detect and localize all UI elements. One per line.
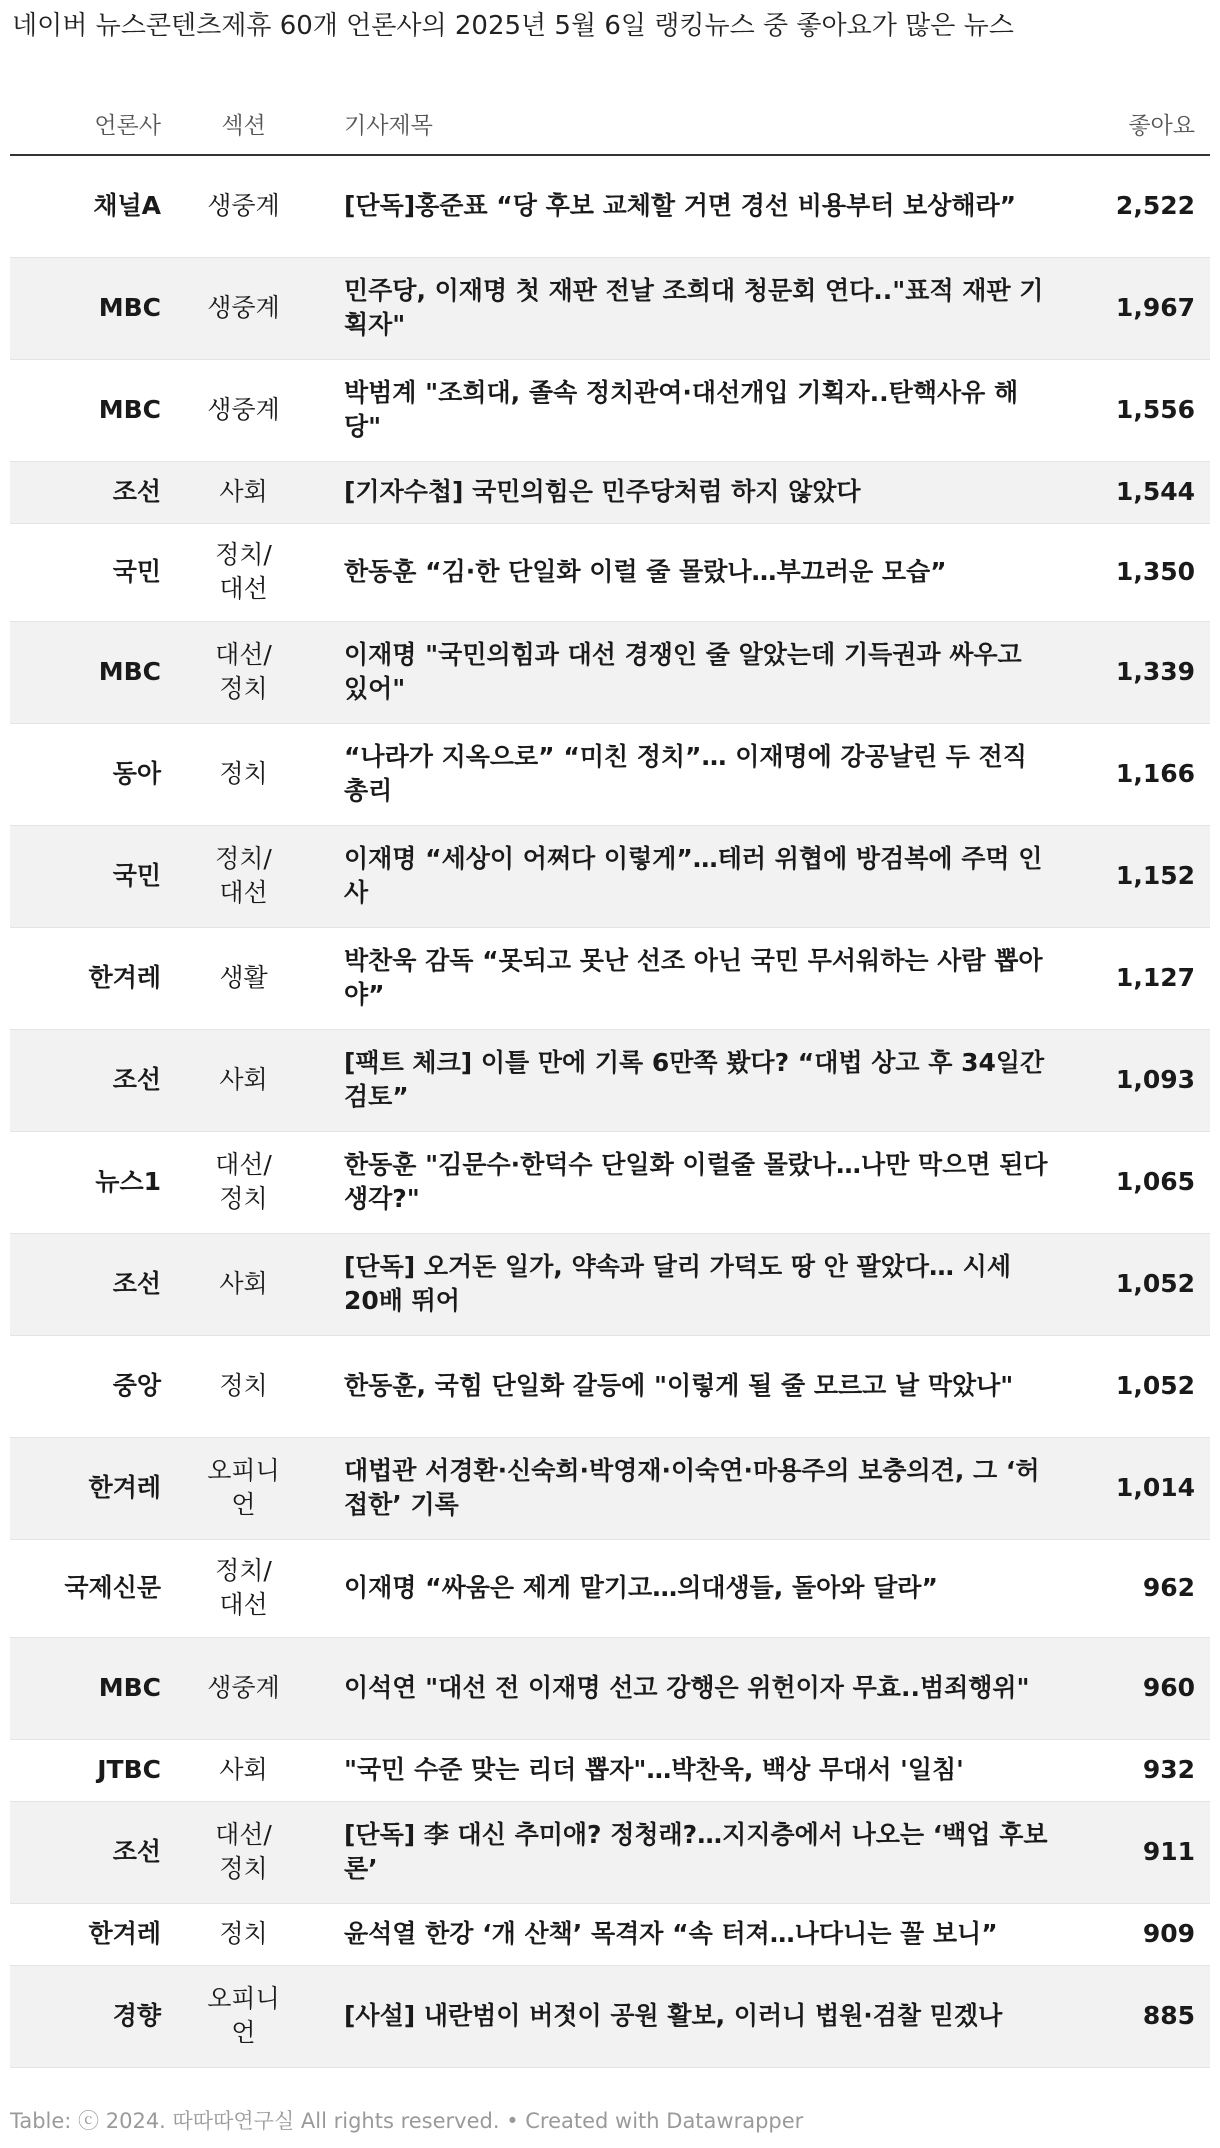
headline-cell: [단독] 李 대신 추미애? 정청래?…지지층에서 나오는 ‘백업 후보론’ [344, 1820, 1048, 1883]
headline-cell: 이석연 "대선 전 이재명 선고 강행은 위헌이자 무효..범죄행위" [344, 1673, 1030, 1702]
column-header-press[interactable]: 언론사 [10, 92, 176, 155]
likes-cell: 932 [1142, 1755, 1195, 1784]
section-cell: 대선/정치 [215, 1820, 272, 1883]
headline-cell: 이재명 “세상이 어쩌다 이렇게”…테러 위협에 방검복에 주먹 인사 [344, 844, 1043, 907]
table-row [10, 1637, 1210, 1739]
section-cell: 사회 [219, 477, 268, 506]
table-header [10, 92, 1210, 155]
section-cell: 사회 [219, 1269, 268, 1298]
likes-cell: 1,544 [1115, 477, 1195, 506]
section-cell: 사회 [219, 1755, 268, 1784]
likes-cell: 960 [1142, 1673, 1195, 1702]
headline-cell: 대법관 서경환·신숙희·박영재·이숙연·마용주의 보충의견, 그 ‘허접한’ 기록 [344, 1456, 1040, 1519]
headline-cell: 이재명 "국민의힘과 대선 경쟁인 줄 알았는데 기득권과 싸우고 있어" [344, 640, 1022, 703]
likes-cell: 1,052 [1115, 1269, 1195, 1298]
press-cell: 국민 [112, 861, 161, 890]
headline-cell: 박범계 "조희대, 졸속 정치관여·대선개입 기획자..탄핵사유 해당" [344, 378, 1019, 441]
table-row [10, 1029, 1210, 1131]
table-row [10, 1437, 1210, 1539]
column-header-likes[interactable]: 좋아요 [1060, 92, 1210, 155]
table-row [10, 825, 1210, 927]
section-cell: 정치/대선 [215, 1556, 272, 1619]
table-row [10, 1903, 1210, 1965]
press-cell: MBC [98, 293, 161, 322]
press-cell: 한겨레 [88, 1919, 161, 1948]
table-row [10, 1801, 1210, 1903]
headline-cell: 이재명 “싸움은 제게 맡기고…의대생들, 돌아와 달라” [344, 1573, 938, 1602]
table-title: 네이버 뉴스콘텐츠제휴 60개 언론사의 2025년 5월 6일 랭킹뉴스 중 좋아요가 많은 뉴스 [12, 11, 1014, 41]
headline-cell: [팩트 체크] 이틀 만에 기록 6만쪽 봤다? “대법 상고 후 34일간 검토” [344, 1048, 1045, 1111]
press-cell: 조선 [112, 1269, 161, 1298]
table-row [10, 1965, 1210, 2067]
press-cell: 국제신문 [64, 1573, 161, 1602]
press-cell: 뉴스1 [95, 1167, 161, 1196]
section-cell: 정치 [219, 759, 268, 788]
news-table [10, 92, 1210, 2068]
press-cell: MBC [98, 1673, 161, 1702]
press-cell: 조선 [112, 477, 161, 506]
likes-cell: 1,065 [1115, 1167, 1195, 1196]
table-row [10, 723, 1210, 825]
press-cell: JTBC [97, 1755, 161, 1784]
section-cell: 대선/정치 [215, 1150, 272, 1213]
section-cell: 생중계 [207, 1673, 280, 1702]
table-row [10, 927, 1210, 1029]
likes-cell: 962 [1142, 1573, 1195, 1602]
table-row [10, 1335, 1210, 1437]
table-row [10, 1233, 1210, 1335]
press-cell: 경향 [112, 2001, 161, 2030]
likes-cell: 1,093 [1115, 1065, 1195, 1094]
section-cell: 정치 [219, 1371, 268, 1400]
table-row [10, 1539, 1210, 1637]
headline-cell: 민주당, 이재명 첫 재판 전날 조희대 청문회 연다.."표적 재판 기획자" [344, 276, 1044, 339]
table-footer: Table: ⓒ 2024. 따따따연구실 All rights reserved. • Created with Datawrapper [10, 2109, 804, 2133]
table-row [10, 1131, 1210, 1233]
likes-cell: 1,556 [1115, 395, 1195, 424]
header-row [10, 92, 1210, 155]
likes-cell: 1,127 [1115, 963, 1195, 992]
table-row [10, 1739, 1210, 1801]
section-cell: 생중계 [207, 191, 280, 221]
press-cell: 한겨레 [88, 1473, 161, 1502]
table-row [10, 257, 1210, 359]
press-cell: 채널A [93, 191, 161, 221]
headline-cell: [사설] 내란범이 버젓이 공원 활보, 이러니 법원·검찰 믿겠나 [344, 2001, 1003, 2030]
section-cell: 정치/대선 [215, 540, 272, 603]
headline-cell: "국민 수준 맞는 리더 뽑자"…박찬욱, 백상 무대서 '일침' [344, 1755, 964, 1784]
press-cell: 한겨레 [88, 963, 161, 992]
likes-cell: 1,166 [1115, 759, 1195, 788]
table-row [10, 461, 1210, 523]
section-cell: 생중계 [207, 395, 280, 424]
headline-cell: 박찬욱 감독 “못되고 못난 선조 아닌 국민 무서워하는 사람 뽑아야” [344, 946, 1043, 1009]
section-cell: 사회 [219, 1065, 268, 1094]
table-row [10, 359, 1210, 461]
headline-cell: [단독] 오거돈 일가, 약속과 달리 가덕도 땅 안 팔았다… 시세 20배 뛰어 [344, 1252, 1011, 1315]
likes-cell: 909 [1142, 1919, 1195, 1948]
section-cell: 생중계 [207, 293, 280, 322]
press-cell: 동아 [112, 759, 161, 788]
column-header-headline[interactable]: 기사제목 [311, 92, 1060, 155]
section-cell: 정치/대선 [215, 844, 272, 907]
headline-cell: [기자수첩] 국민의힘은 민주당처럼 하지 않았다 [344, 477, 861, 506]
headline-cell: 한동훈, 국힘 단일화 갈등에 "이렇게 될 줄 모르고 날 막았나" [344, 1371, 1014, 1400]
likes-cell: 911 [1142, 1837, 1195, 1866]
likes-cell: 1,339 [1115, 657, 1195, 686]
table-body [10, 155, 1210, 2067]
section-cell: 오피니언 [207, 1456, 280, 1519]
press-cell: MBC [98, 395, 161, 424]
likes-cell: 1,967 [1115, 293, 1195, 322]
likes-cell: 1,052 [1115, 1371, 1195, 1400]
table-row [10, 155, 1210, 257]
likes-cell: 885 [1142, 2001, 1195, 2030]
headline-cell: [단독]홍준표 “당 후보 교체할 거면 경선 비용부터 보상해라” [344, 191, 1017, 221]
likes-cell: 1,350 [1115, 557, 1195, 586]
section-cell: 오피니언 [207, 1984, 280, 2047]
section-cell: 대선/정치 [215, 640, 272, 703]
press-cell: 국민 [112, 557, 161, 586]
section-cell: 정치 [219, 1919, 268, 1948]
table-row [10, 523, 1210, 621]
headline-cell: 한동훈 “김·한 단일화 이럴 줄 몰랐나…부끄러운 모습” [344, 557, 947, 586]
press-cell: MBC [98, 657, 161, 686]
likes-cell: 2,522 [1115, 191, 1195, 221]
press-cell: 조선 [112, 1837, 161, 1866]
headline-cell: 한동훈 "김문수·한덕수 단일화 이럴줄 몰랐나…나만 막으면 된다 생각?" [344, 1150, 1048, 1213]
likes-cell: 1,152 [1115, 861, 1195, 890]
column-header-section[interactable]: 섹션 [176, 92, 311, 155]
headline-cell: 윤석열 한강 ‘개 산책’ 목격자 “속 터져…나다니는 꼴 보니” [344, 1919, 998, 1948]
table-row [10, 621, 1210, 723]
section-cell: 생활 [219, 963, 268, 992]
press-cell: 중앙 [112, 1371, 161, 1400]
headline-cell: “나라가 지옥으로” “미친 정치”… 이재명에 강공날린 두 전직총리 [344, 742, 1027, 805]
press-cell: 조선 [112, 1065, 161, 1094]
likes-cell: 1,014 [1115, 1473, 1195, 1502]
